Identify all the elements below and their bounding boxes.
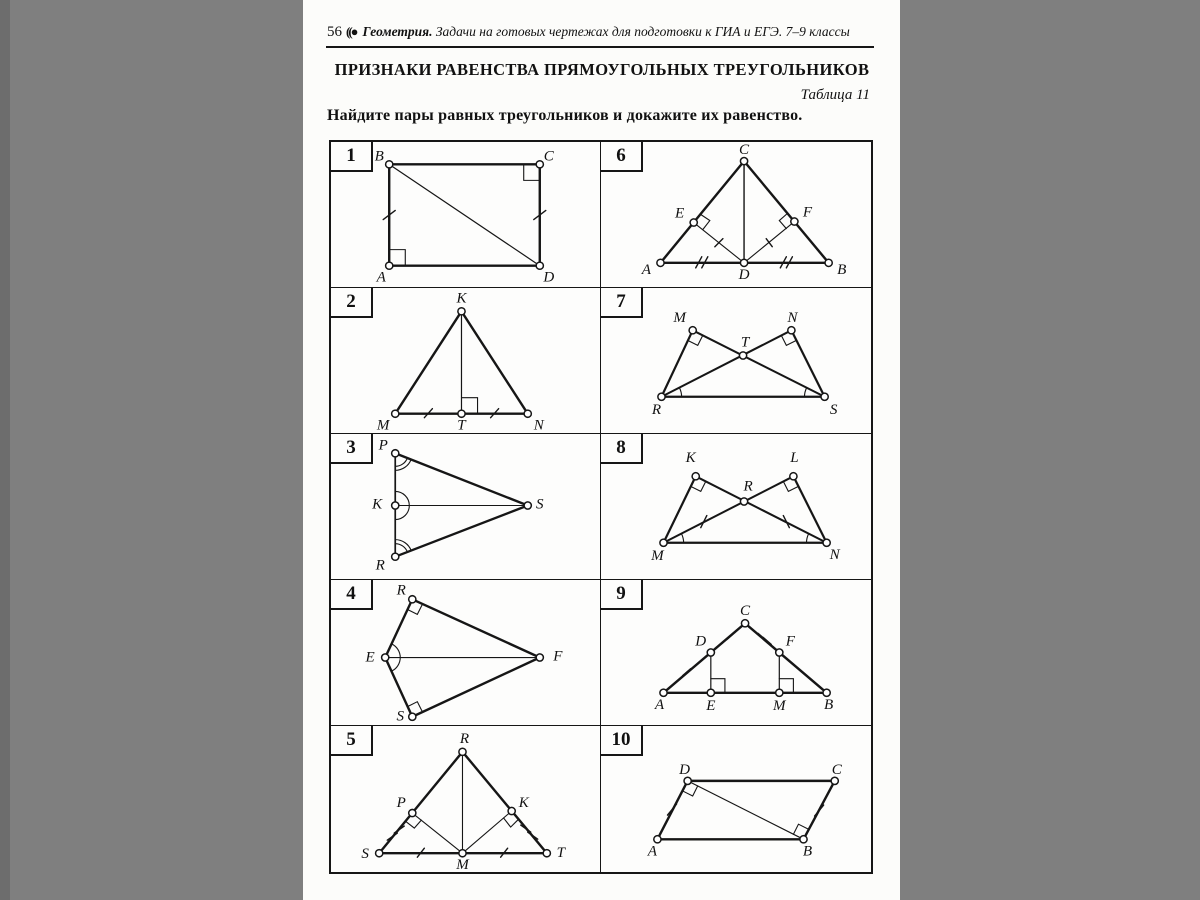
figure-stroke xyxy=(815,805,824,816)
scan-edge-shadow xyxy=(0,0,10,900)
vertex-dot xyxy=(825,259,832,266)
vertex-dot xyxy=(524,502,531,509)
problem-number-badge: 6 xyxy=(601,142,643,172)
vertex-dot xyxy=(409,809,416,816)
vertex-label-R: R xyxy=(459,730,470,747)
vertex-label-N: N xyxy=(829,546,840,563)
problem-number-badge: 10 xyxy=(601,726,643,756)
figure-stroke xyxy=(462,811,511,853)
vertex-label-L: L xyxy=(790,450,799,467)
vertex-dot xyxy=(740,158,747,165)
vertex-dot xyxy=(776,649,783,656)
vertex-dot xyxy=(788,327,795,334)
figure-stroke xyxy=(696,476,827,542)
vertex-label-B: B xyxy=(824,696,834,713)
vertex-label-K: K xyxy=(456,290,467,307)
vertex-label-E: E xyxy=(706,697,716,714)
figure-stroke xyxy=(392,644,401,658)
vertex-label-M: M xyxy=(456,857,469,872)
vertex-label-D: D xyxy=(543,269,555,286)
vertex-dot xyxy=(692,473,699,480)
vertex-label-M: M xyxy=(673,310,686,327)
header-rule xyxy=(326,46,874,48)
publisher-logo-icon: ((● xyxy=(346,24,357,39)
problem-number-badge: 2 xyxy=(331,288,373,318)
vertex-label-N: N xyxy=(533,417,544,433)
vertex-label-C: C xyxy=(543,148,554,165)
vertex-label-A: A xyxy=(654,696,665,713)
vertex-dot xyxy=(536,161,543,168)
figure-stroke xyxy=(701,215,710,230)
vertex-dot xyxy=(658,393,665,400)
vertex-dot xyxy=(458,308,465,315)
vertex-dot xyxy=(740,498,747,505)
figure-stroke xyxy=(664,623,827,692)
vertex-dot xyxy=(536,262,543,269)
vertex-label-D: D xyxy=(738,266,750,283)
vertex-label-E: E xyxy=(365,649,375,666)
figure-stroke xyxy=(395,544,407,552)
vertex-label-K: K xyxy=(685,450,696,467)
figure-stroke xyxy=(412,813,462,853)
problem-cell-6 xyxy=(601,142,871,288)
vertex-dot xyxy=(790,473,797,480)
figure-stroke xyxy=(395,458,407,466)
vertex-dot xyxy=(392,502,399,509)
running-header xyxy=(327,24,876,41)
problems-table xyxy=(329,140,873,874)
vertex-dot xyxy=(382,654,389,661)
vertex-label-F: F xyxy=(553,648,563,665)
vertex-dot xyxy=(684,777,691,784)
vertex-dot xyxy=(739,352,746,359)
figure-stroke xyxy=(661,330,791,396)
vertex-label-M: M xyxy=(773,697,786,714)
figure-stroke xyxy=(391,658,400,672)
vertex-dot xyxy=(409,713,416,720)
vertex-dot xyxy=(831,777,838,784)
problem-number-badge: 3 xyxy=(331,434,373,464)
vertex-label-S: S xyxy=(829,401,838,418)
vertex-dot xyxy=(386,161,393,168)
page-number: 56 xyxy=(327,24,342,40)
figure-stroke xyxy=(679,388,681,397)
vertex-dot xyxy=(660,539,667,546)
vertex-dot xyxy=(707,649,714,656)
figure-stroke xyxy=(395,505,527,556)
problem-number-badge: 7 xyxy=(601,288,643,318)
problem-number-badge: 4 xyxy=(331,580,373,610)
table-caption: Таблица 11 xyxy=(800,87,870,103)
vertex-dot xyxy=(741,620,748,627)
vertex-dot xyxy=(392,410,399,417)
figure-stroke xyxy=(389,164,540,265)
figure-stroke xyxy=(405,820,421,828)
vertex-label-M: M xyxy=(651,547,664,564)
vertex-dot xyxy=(543,850,550,857)
problem-cell-3 xyxy=(331,434,601,580)
vertex-dot xyxy=(458,410,465,417)
vertex-label-F: F xyxy=(785,633,795,650)
figure-stroke xyxy=(395,540,411,551)
vertex-dot xyxy=(660,689,667,696)
vertex-dot xyxy=(376,850,383,857)
vertex-label-C: C xyxy=(740,603,751,620)
vertex-label-C: C xyxy=(739,142,750,159)
figure-stroke xyxy=(804,388,806,397)
vertex-label-R: R xyxy=(651,401,662,418)
vertex-label-A: A xyxy=(376,269,386,286)
vertex-dot xyxy=(740,259,747,266)
vertex-label-P: P xyxy=(396,795,406,812)
vertex-label-B: B xyxy=(837,261,847,278)
vertex-dot xyxy=(791,218,798,225)
problem-cell-5 xyxy=(331,726,601,872)
vertex-dot xyxy=(409,596,416,603)
textbook-page xyxy=(303,0,900,900)
vertex-label-T: T xyxy=(740,334,750,351)
problem-cell-1 xyxy=(331,142,601,288)
vertex-dot xyxy=(392,553,399,560)
vertex-dot xyxy=(689,327,696,334)
figure-stroke xyxy=(727,632,735,639)
vertex-dot xyxy=(690,219,697,226)
vertex-label-S: S xyxy=(536,496,544,513)
figure-stroke xyxy=(798,669,806,676)
vertex-dot xyxy=(707,689,714,696)
figure-stroke xyxy=(806,534,808,543)
problem-cell-4 xyxy=(331,580,601,726)
vertex-dot xyxy=(821,393,828,400)
vertex-label-R: R xyxy=(375,557,385,574)
vertex-label-T: T xyxy=(457,417,466,433)
vertex-dot xyxy=(823,539,830,546)
vertex-dot xyxy=(800,836,807,843)
vertex-dot xyxy=(823,689,830,696)
vertex-label-S: S xyxy=(396,708,405,725)
vertex-label-D: D xyxy=(695,633,707,650)
vertex-label-E: E xyxy=(674,205,685,222)
problem-number-badge: 1 xyxy=(331,142,373,172)
book-subtitle: Задачи на готовых чертежах для подготовки к ГИА и ЕГЭ. 7–9 классы xyxy=(435,24,850,39)
problem-cell-8 xyxy=(601,434,871,580)
figure-stroke xyxy=(395,460,411,471)
vertex-label-T: T xyxy=(556,845,566,862)
figure-stroke xyxy=(688,781,804,839)
vertex-label-S: S xyxy=(361,846,369,863)
vertex-label-K: K xyxy=(518,795,529,812)
problem-cell-10 xyxy=(601,726,871,872)
vertex-label-D: D xyxy=(679,761,691,778)
vertex-label-K: K xyxy=(372,496,383,513)
problem-cell-2 xyxy=(331,288,601,434)
vertex-dot xyxy=(776,689,783,696)
problem-number-badge: 9 xyxy=(601,580,643,610)
vertex-label-A: A xyxy=(647,843,657,860)
figure-stroke xyxy=(664,476,794,542)
vertex-label-A: A xyxy=(641,261,651,278)
figure-stroke xyxy=(693,330,825,396)
problem-number-badge: 5 xyxy=(331,726,373,756)
problem-number-badge: 8 xyxy=(601,434,643,464)
vertex-dot xyxy=(459,850,466,857)
vertex-dot xyxy=(654,836,661,843)
vertex-label-R: R xyxy=(743,478,753,495)
vertex-dot xyxy=(508,807,515,814)
vertex-label-F: F xyxy=(802,204,813,221)
vertex-dot xyxy=(657,259,664,266)
vertex-label-B: B xyxy=(374,148,384,165)
vertex-label-P: P xyxy=(378,437,388,454)
book-title: Геометрия. xyxy=(362,24,433,39)
figure-stroke xyxy=(395,453,527,505)
figure-stroke xyxy=(504,818,519,827)
vertex-dot xyxy=(392,450,399,457)
vertex-label-B: B xyxy=(802,843,813,860)
problem-cell-7 xyxy=(601,288,871,434)
vertex-label-M: M xyxy=(376,417,390,433)
problem-cell-9 xyxy=(601,580,871,726)
figure-stroke xyxy=(779,213,787,228)
vertex-label-C: C xyxy=(831,761,842,778)
task-instruction: Найдите пары равных треугольников и докажите их равенство. xyxy=(327,107,803,124)
vertex-label-R: R xyxy=(396,582,406,599)
section-title: ПРИЗНАКИ РАВЕНСТВА ПРЯМОУГОЛЬНЫХ ТРЕУГОЛЬНИКОВ xyxy=(334,60,870,79)
figure-stroke xyxy=(681,534,683,543)
vertex-label-N: N xyxy=(787,310,798,327)
vertex-dot xyxy=(459,748,466,755)
vertex-dot xyxy=(524,410,531,417)
vertex-dot xyxy=(386,262,393,269)
vertex-dot xyxy=(536,654,543,661)
